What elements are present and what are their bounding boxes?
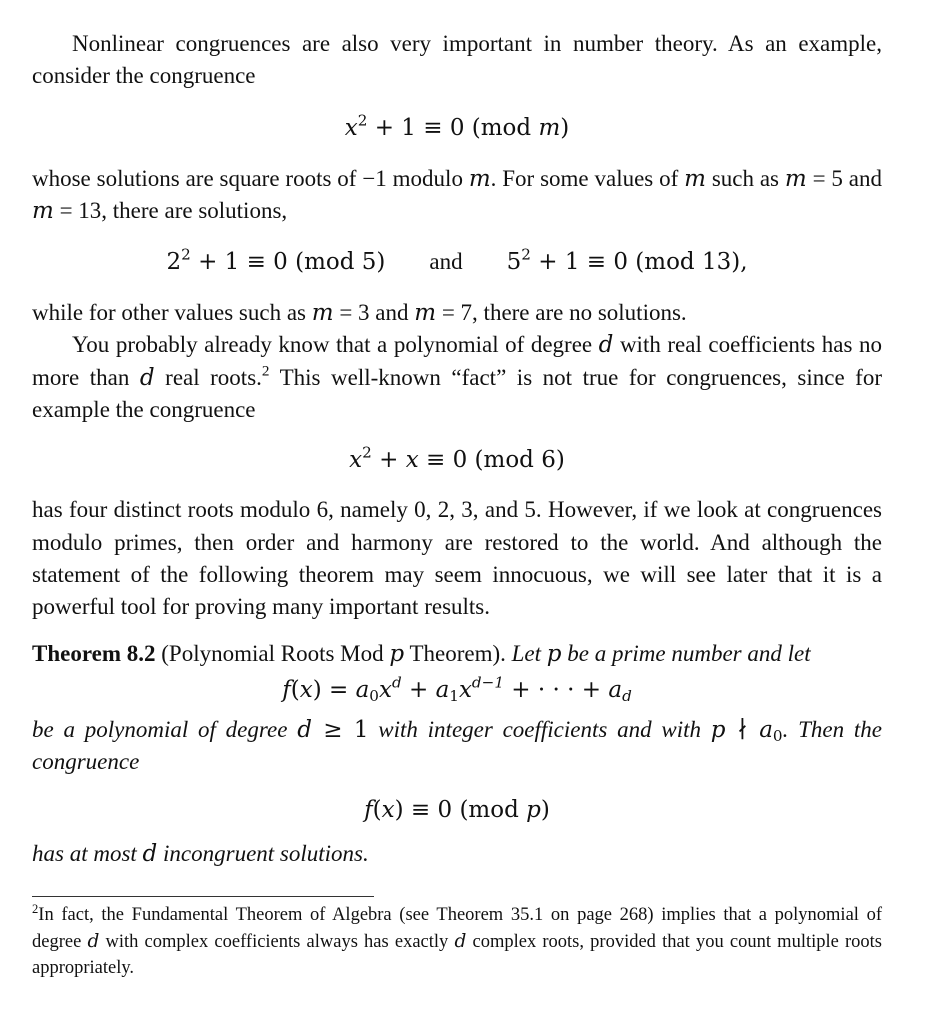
eq-pair-left xyxy=(166,246,385,278)
theorem-statement-middle xyxy=(32,714,882,779)
theorem-statement-start xyxy=(32,638,882,670)
theorem-text-5: . Then the congruence xyxy=(32,716,882,775)
fcong-x: x xyxy=(381,797,395,824)
polyeq-x1: x xyxy=(378,676,392,703)
eq-pair-right xyxy=(507,246,748,278)
footnote-mark: 2 xyxy=(32,902,39,917)
theorem-math-a0: a xyxy=(759,716,773,743)
p3-text-3: = 7, there are no solutions. xyxy=(436,300,687,326)
polyeq-ad-sub: d xyxy=(622,686,632,705)
theorem-math-nmid: ∤ xyxy=(725,716,760,743)
equation-pair-examples xyxy=(32,246,882,278)
footnote-text-1: In fact, the Fundamental Theorem of Algebra (see Theorem 35.1 on page 268) implies that a polynomial of degree xyxy=(32,905,882,952)
eq-pair-right-base: 5 xyxy=(506,249,522,276)
p2-text-5: = 13, there are solutions, xyxy=(53,197,288,223)
paragraph-solutions xyxy=(32,163,882,228)
paragraph-intro: Nonlinear congruences are also very important in number theory. As an example, consider the congruence xyxy=(32,31,882,89)
eq-pair-left-rest: + 1 ≡ 0 (mod 5) xyxy=(190,249,386,276)
eq1-var: x xyxy=(344,114,358,141)
p4-text-2: with real coefficients has no more than xyxy=(32,332,883,390)
polyeq-a1-sub: 1 xyxy=(449,686,459,705)
p4-math-d1: d xyxy=(598,332,614,359)
theorem-math-a0-sub: 0 xyxy=(772,726,783,745)
footnote-reference: 2 xyxy=(261,362,270,380)
theorem-conclusion-2: incongruent solutions. xyxy=(157,841,369,867)
footnote-text-3: complex roots, provided that you count multiple roots appropriately. xyxy=(32,931,883,978)
eq1-exp: 2 xyxy=(357,111,368,130)
polyeq-x: x xyxy=(299,676,313,703)
theorem-math-d1: d xyxy=(297,716,312,743)
polyeq-ad: a xyxy=(608,676,623,703)
eq-pair-left-exp: 2 xyxy=(181,245,191,264)
theorem-math-ge: ≥ 1 xyxy=(311,716,369,743)
paragraph-polynomial-roots xyxy=(32,329,882,426)
theorem-math-p1: p xyxy=(546,640,562,667)
theorem-math-p2: p xyxy=(710,716,726,743)
eq2-plus: + xyxy=(371,447,406,474)
fcong-rest: ) ≡ 0 (mod xyxy=(394,797,527,824)
eq-pair-right-rest: + 1 ≡ 0 (mod 13), xyxy=(530,249,748,276)
footnote-math-d1: d xyxy=(87,930,100,952)
p2-math-m4: m xyxy=(32,197,54,224)
equation-x-squared-plus-one xyxy=(32,112,882,144)
theorem-name-1: (Polynomial Roots Mod xyxy=(155,640,390,666)
p2-math-m3: m xyxy=(784,165,807,192)
theorem-8-2 xyxy=(32,638,882,871)
theorem-name-2: Theorem). xyxy=(404,640,506,666)
polyeq-a0-sub: 0 xyxy=(369,686,379,705)
p3-math-m1: m xyxy=(311,300,334,327)
p2-text-1: whose solutions are square roots of −1 modulo xyxy=(32,165,469,191)
polyeq-dots: + · · · + xyxy=(504,676,609,703)
footnote-text-2: with complex coefficients always has exactly xyxy=(99,931,455,952)
footnote-math-d2: d xyxy=(454,930,467,952)
polyeq-x2-exp: d−1 xyxy=(471,673,504,692)
eq-pair-left-base: 2 xyxy=(166,249,182,276)
equation-f-congruence xyxy=(32,794,882,826)
eq2-rest: ≡ 0 (mod 6) xyxy=(418,447,565,474)
p4-text-4: This well-known “fact” is not true for congruences, since for example the congruence xyxy=(32,364,883,423)
polyeq-x1-exp: d xyxy=(391,673,402,692)
theorem-text-2: be a prime number and let xyxy=(561,640,811,666)
fcong-f: f xyxy=(364,797,373,824)
paragraph-four-roots: has four distinct roots modulo 6, namely 0, 2, 3, and 5. However, if we look at congruences modulo primes, then order and harmony are restored to the world. And although the statement of the following theorem may seem innocuous, we will see later that it is a powerful tool for proving many important results. xyxy=(32,497,882,620)
polyeq-a0: a xyxy=(355,676,370,703)
eq1-rest: + 1 ≡ 0 (mod xyxy=(367,114,539,141)
theorem-name-p: p xyxy=(389,640,405,667)
p2-math-m2: m xyxy=(684,165,706,192)
theorem-label: Theorem 8.2 xyxy=(32,640,156,666)
fcong-open: ( xyxy=(372,797,382,824)
eq1-mod: m xyxy=(538,114,561,141)
theorem-text-4: with integer coefficients and with xyxy=(368,716,711,742)
eq2-exp: 2 xyxy=(362,443,372,462)
fcong-p: p xyxy=(526,797,541,824)
polyeq-equals: ) = xyxy=(312,676,356,703)
p2-text-4: = 5 and xyxy=(806,165,882,191)
eq2-var: x xyxy=(349,447,363,474)
equation-x-squared-plus-x xyxy=(32,444,882,476)
polyeq-plus1: + xyxy=(401,676,436,703)
polyeq-open: ( xyxy=(290,676,300,703)
p3-text-1: while for other values such as xyxy=(32,300,312,326)
paragraph-no-solutions xyxy=(32,297,882,329)
theorem-text-3: be a polynomial of degree xyxy=(32,716,298,742)
theorem-conclusion-1: has at most xyxy=(32,841,143,867)
footnote-divider xyxy=(32,896,374,897)
equation-polynomial-f xyxy=(32,674,882,706)
eq2-var2: x xyxy=(405,447,419,474)
footnote xyxy=(32,902,882,982)
p4-math-d2: d xyxy=(139,364,155,391)
p4-text-3: real roots. xyxy=(154,364,262,390)
p2-math-m1: m xyxy=(468,165,491,192)
theorem-conclusion-d: d xyxy=(142,841,158,868)
p3-math-m2: m xyxy=(414,300,437,327)
theorem-conclusion xyxy=(32,838,882,870)
eq1-close: ) xyxy=(560,114,570,141)
theorem-text-1: Let xyxy=(505,640,547,666)
eq-pair-right-exp: 2 xyxy=(521,245,531,264)
page-content xyxy=(32,28,882,871)
fcong-close: ) xyxy=(540,797,550,824)
eq-pair-connector: and xyxy=(429,249,463,275)
p3-text-2: = 3 and xyxy=(333,300,415,326)
polyeq-x2: x xyxy=(458,676,472,703)
p4-text-1: You probably already know that a polynomial of degree xyxy=(72,332,599,358)
polyeq-a1: a xyxy=(435,676,450,703)
p2-text-2: . For some values of xyxy=(490,165,685,191)
p2-text-3: such as xyxy=(705,165,785,191)
polyeq-f: f xyxy=(282,676,291,703)
